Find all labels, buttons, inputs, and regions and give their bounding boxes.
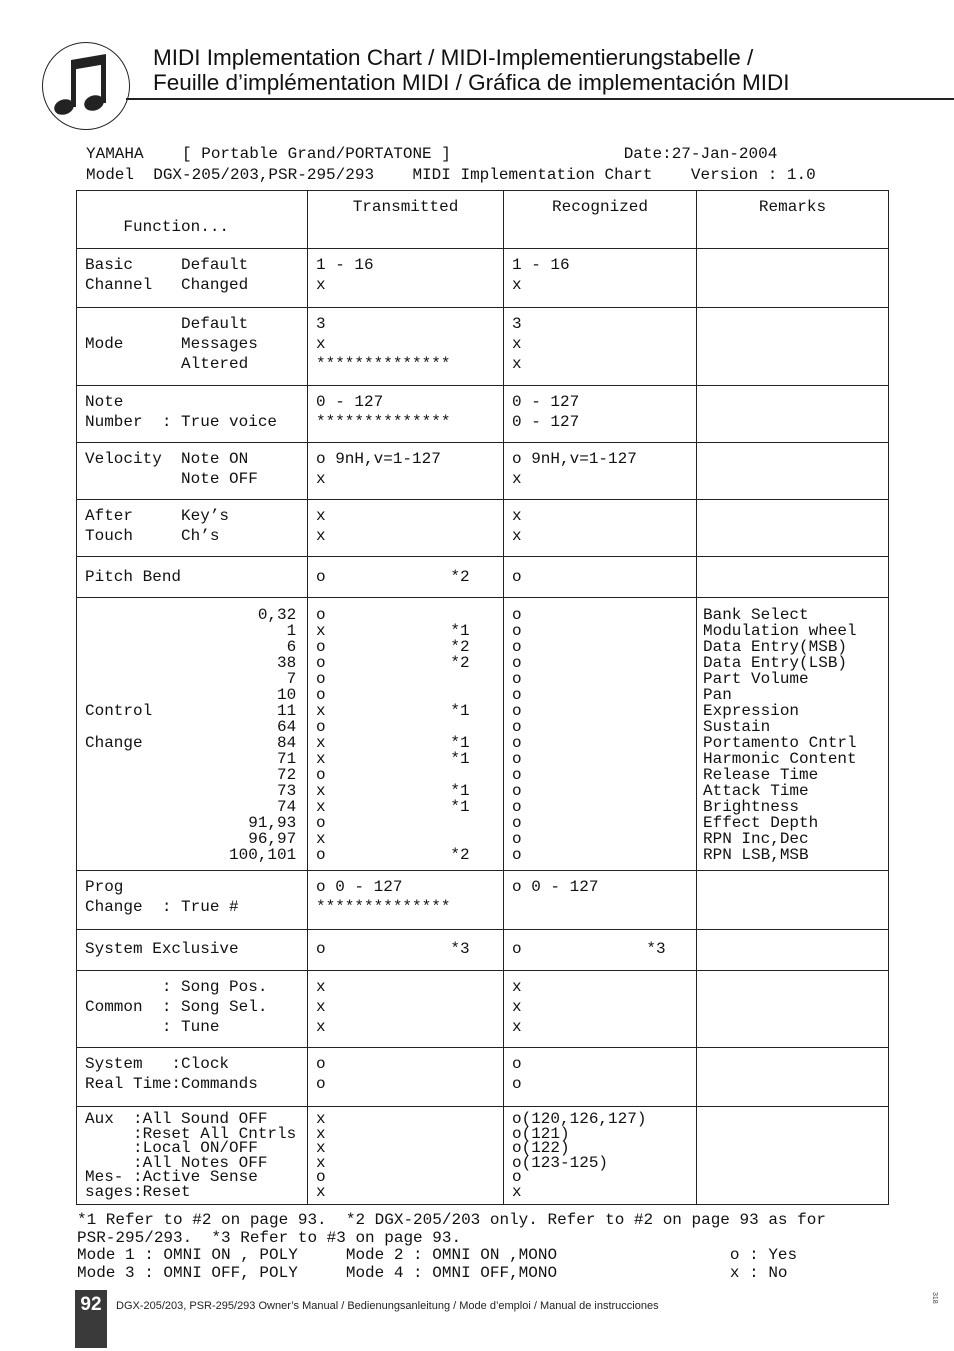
transmitted-cell: 1 - 16 x <box>308 249 504 308</box>
remarks-cell <box>697 971 889 1048</box>
mode-legend-line-1: Mode 1 : OMNI ON , POLY Mode 2 : OMNI ON ,MONO o : Yes <box>77 1246 798 1264</box>
function-cell: Basic Default Channel Changed <box>77 249 308 308</box>
transmitted-cell: o o <box>308 1048 504 1107</box>
function-cell: Prog Change : True # <box>77 871 308 930</box>
page-title <box>153 45 790 95</box>
title-line-1: MIDI Implementation Chart / MIDI-Implementierungstabelle / <box>153 45 754 70</box>
remarks-cell <box>697 871 889 930</box>
function-cell: Note Number : True voice <box>77 386 308 443</box>
transmitted-cell: x x x <box>308 971 504 1048</box>
recognized-cell: o *3 <box>504 930 697 971</box>
remarks-cell: Bank Select Modulation wheel Data Entry(MSB) Data Entry(LSB) Part Volume Pan Expression Sustain Portamento Cntrl Harmonic Content Release Time Attack Time Brightness Effect Depth RPN Inc,Dec RPN LSB,MSB <box>697 598 889 871</box>
music-notes-glyph <box>43 43 129 129</box>
title-line-2: Feuille d’implémentation MIDI / Gráfica de implementación MIDI <box>153 70 790 95</box>
transmitted-cell: o *2 <box>308 557 504 598</box>
title-underline <box>126 98 954 100</box>
recognized-cell: o 9nH,v=1-127 x <box>504 443 697 500</box>
remarks-cell <box>697 557 889 598</box>
transmitted-cell: x x x x o x <box>308 1107 504 1205</box>
recognized-cell: o o <box>504 1048 697 1107</box>
page-code: 318 <box>931 1292 938 1304</box>
header-transmitted: Transmitted <box>308 191 504 249</box>
chart-header-line-2: Model DGX-205/203,PSR-295/293 MIDI Implementation Chart Version : 1.0 <box>86 166 816 184</box>
chart-header-line-1: YAMAHA [ Portable Grand/PORTATONE ] Date:27-Jan-2004 <box>86 145 778 163</box>
function-cell: : Song Pos. Common : Song Sel. : Tune <box>77 971 308 1048</box>
table-header-row <box>77 191 889 249</box>
function-cell: Aux :All Sound OFF :Reset All Cntrls :Local ON/OFF :All Notes OFF Mes- :Active Sense sages:Reset <box>77 1107 308 1205</box>
transmitted-cell: o x *1 o *2 o *2 o o x *1 o x *1 x *1 o x *1 x *1 o x o *2 <box>308 598 504 871</box>
function-cell: Default Mode Messages Altered <box>77 308 308 386</box>
table-row <box>77 1107 889 1205</box>
table-row <box>77 386 889 443</box>
function-cell: System :Clock Real Time:Commands <box>77 1048 308 1107</box>
table-row <box>77 971 889 1048</box>
page-number: 92 <box>75 1290 107 1348</box>
footnote-line-1: *1 Refer to #2 on page 93. *2 DGX-205/203 only. Refer to #2 on page 93 as for <box>77 1211 826 1229</box>
recognized-cell: 0 - 127 0 - 127 <box>504 386 697 443</box>
table-row <box>77 500 889 557</box>
recognized-cell: x x x <box>504 971 697 1048</box>
header-function: Function... <box>77 191 308 249</box>
function-cell: System Exclusive <box>77 930 308 971</box>
transmitted-cell: 0 - 127 ************** <box>308 386 504 443</box>
recognized-cell: 3 x x <box>504 308 697 386</box>
table-row <box>77 557 889 598</box>
table-row <box>77 1048 889 1107</box>
table-row <box>77 308 889 386</box>
music-notes-icon <box>42 42 130 130</box>
recognized-cell: o o o o o o o o o o o o o o o o <box>504 598 697 871</box>
function-cell: 0,32 1 6 38 7 10 Control 11 64 Change 84 71 72 73 74 91,93 96,97 100,101 <box>77 598 308 871</box>
table-row <box>77 871 889 930</box>
transmitted-cell: o *3 <box>308 930 504 971</box>
transmitted-cell: o 9nH,v=1-127 x <box>308 443 504 500</box>
recognized-cell: x x <box>504 500 697 557</box>
recognized-cell: o(120,126,127) o(121) o(122) o(123-125) o x <box>504 1107 697 1205</box>
remarks-cell <box>697 443 889 500</box>
recognized-cell: o <box>504 557 697 598</box>
manual-title: DGX-205/203, PSR-295/293 Owner’s Manual / Bedienungsanleitung / Mode d’emploi / Manual de instrucciones <box>116 1300 659 1312</box>
remarks-cell <box>697 930 889 971</box>
table-row <box>77 443 889 500</box>
transmitted-cell: x x <box>308 500 504 557</box>
table-row <box>77 598 889 871</box>
table-row <box>77 249 889 308</box>
remarks-cell <box>697 308 889 386</box>
footnote-line-2: PSR-295/293. *3 Refer to #3 on page 93. <box>77 1229 462 1247</box>
function-cell: Velocity Note ON Note OFF <box>77 443 308 500</box>
table-row <box>77 930 889 971</box>
remarks-cell <box>697 500 889 557</box>
recognized-cell: o 0 - 127 <box>504 871 697 930</box>
function-cell: Pitch Bend <box>77 557 308 598</box>
midi-implementation-table <box>76 190 889 1205</box>
remarks-cell <box>697 249 889 308</box>
recognized-cell: 1 - 16 x <box>504 249 697 308</box>
function-cell: After Key’s Touch Ch’s <box>77 500 308 557</box>
transmitted-cell: o 0 - 127 ************** <box>308 871 504 930</box>
remarks-cell <box>697 386 889 443</box>
header-recognized: Recognized <box>504 191 697 249</box>
remarks-cell <box>697 1107 889 1205</box>
mode-legend-line-2: Mode 3 : OMNI OFF, POLY Mode 4 : OMNI OFF,MONO x : No <box>77 1264 788 1282</box>
remarks-cell <box>697 1048 889 1107</box>
transmitted-cell: 3 x ************** <box>308 308 504 386</box>
header-remarks: Remarks <box>697 191 889 249</box>
